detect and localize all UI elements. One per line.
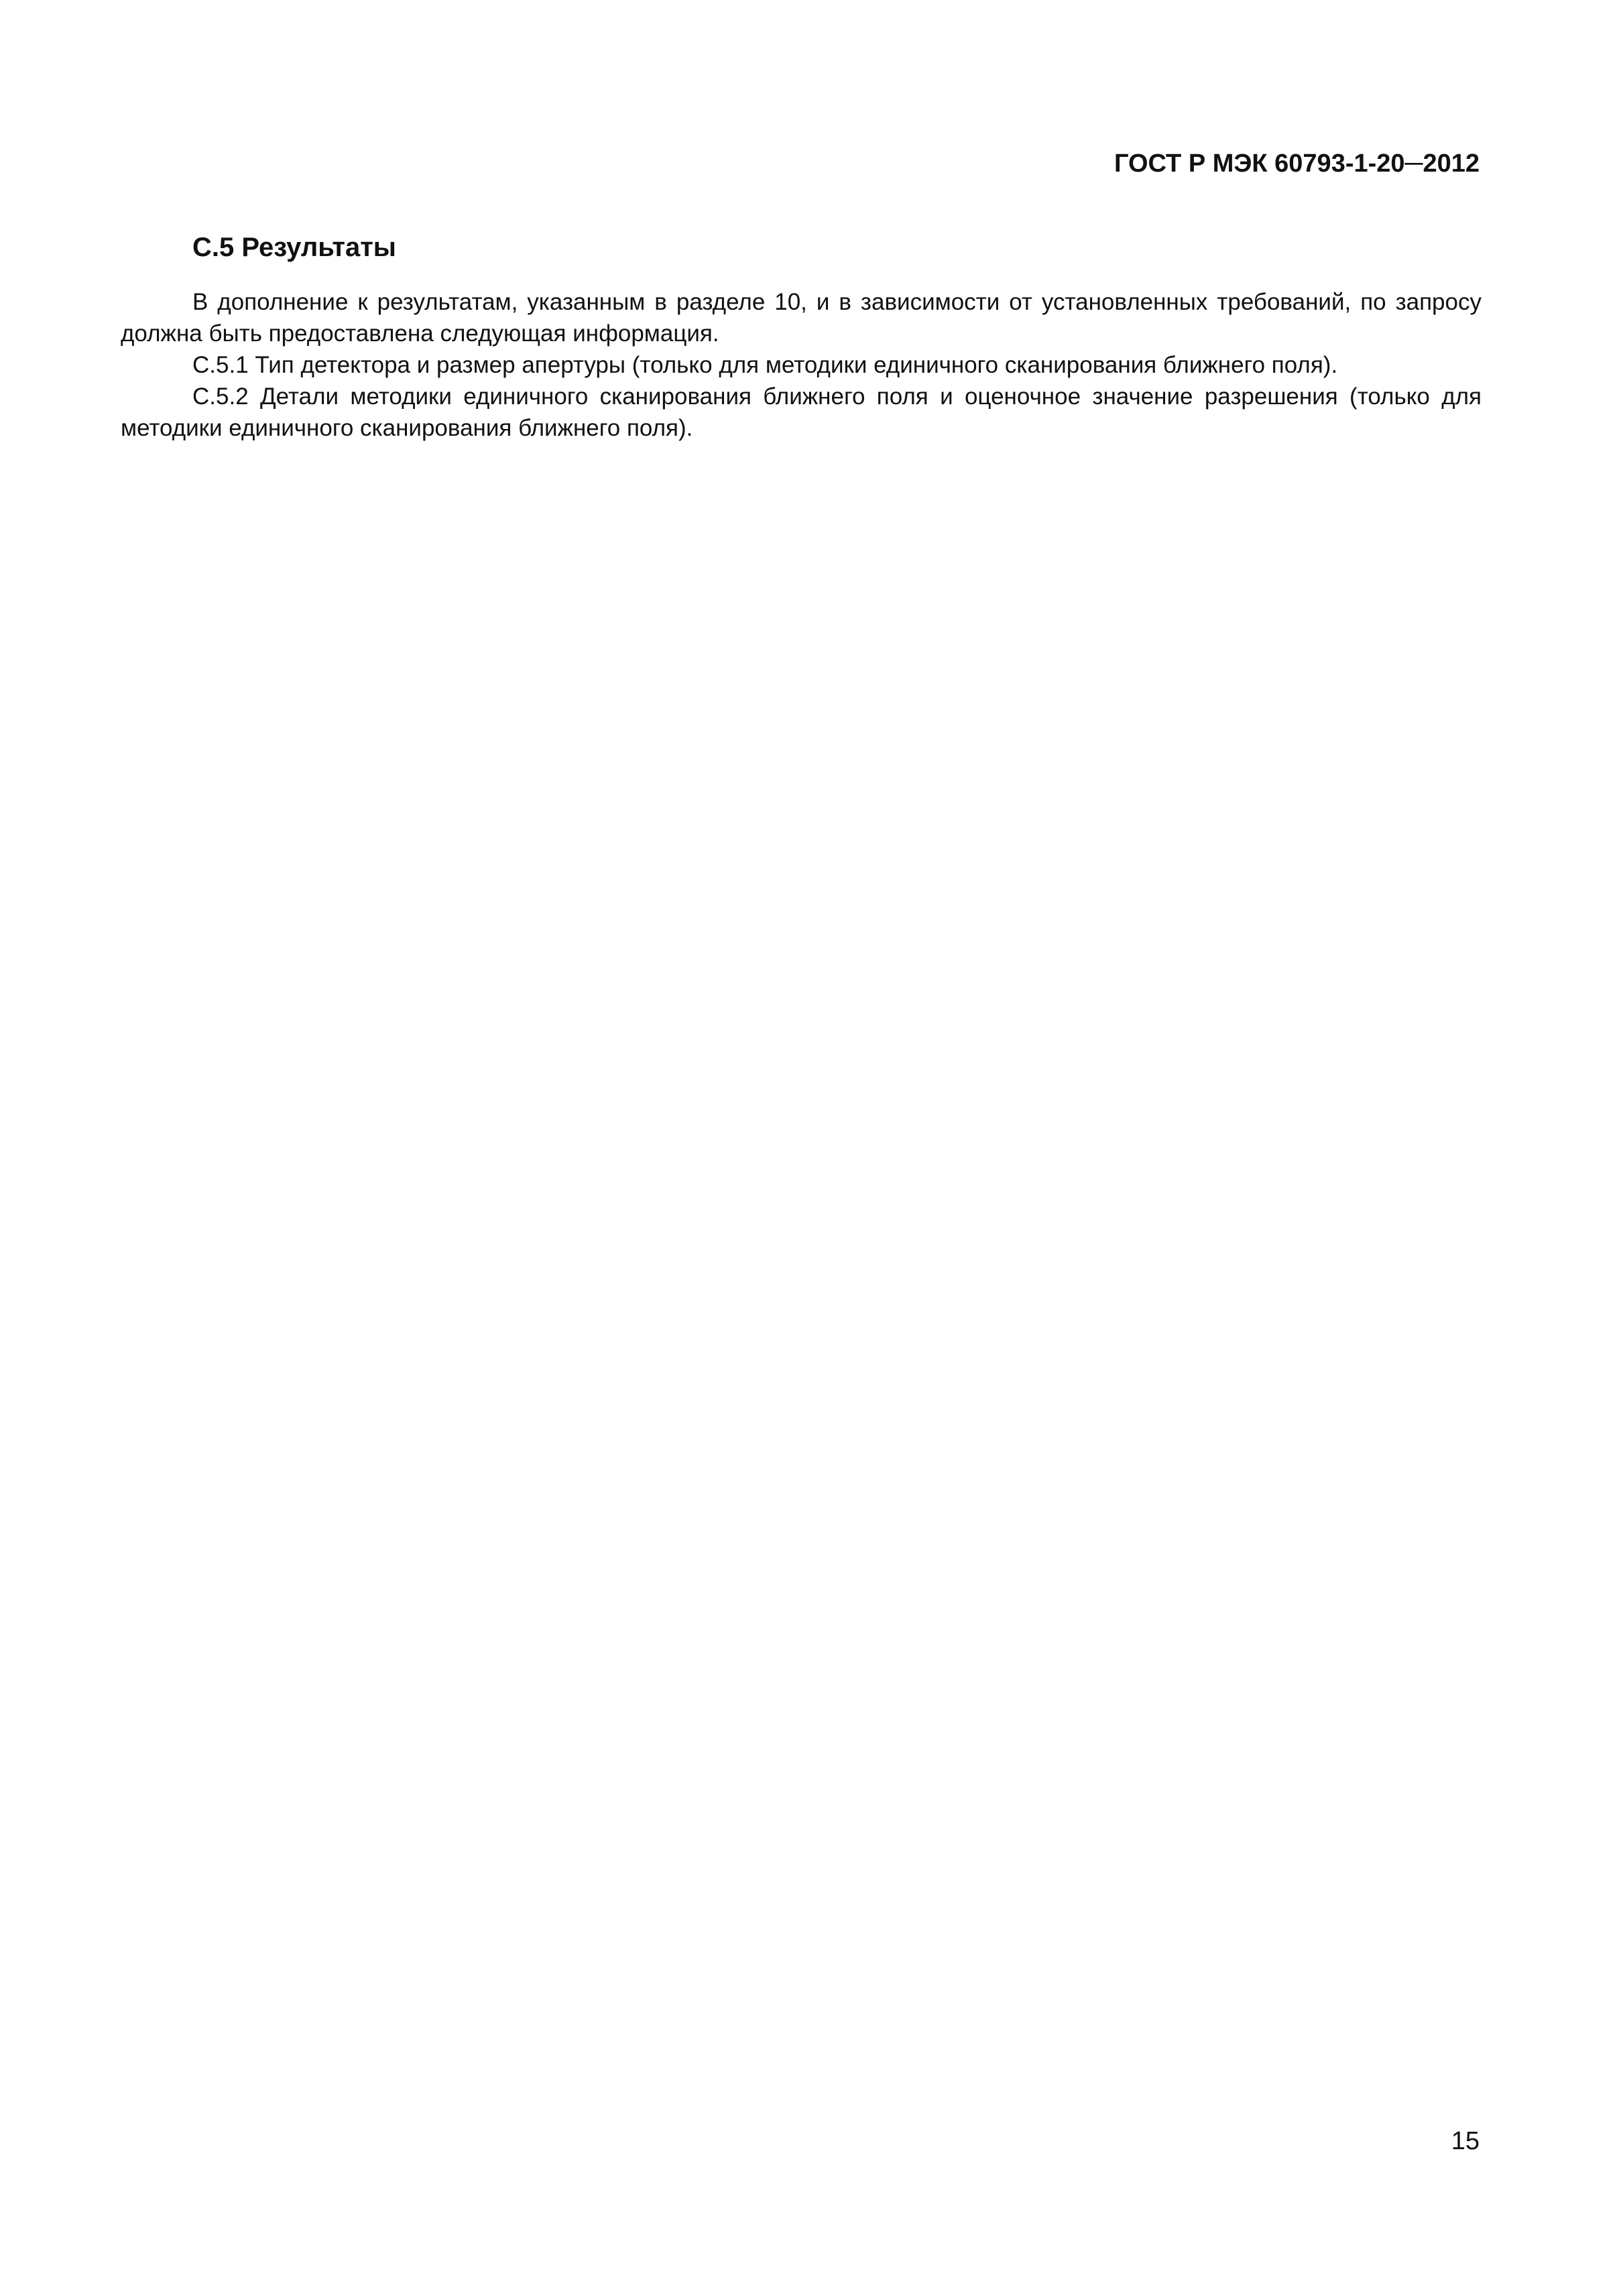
paragraph-c5-2: С.5.2 Детали методики единичного сканирования ближнего поля и оценочное значение разрешения (только для методики единичного сканирования ближнего поля). [121,383,1482,441]
section-title: С.5 Результаты [192,233,396,262]
document-header: ГОСТ Р МЭК 60793-1-20─2012 [1114,149,1480,178]
section-c5 [121,231,1482,444]
paragraph-intro: В дополнение к результатам, указанным в разделе 10, и в зависимости от установленных требований, по запросу должна быть предоставлена следующая информация. [121,289,1482,347]
paragraph-c5-1: С.5.1 Тип детектора и размер апертуры (только для методики единичного сканирования ближнего поля). [192,352,1338,378]
page-number: 15 [1451,2127,1480,2155]
